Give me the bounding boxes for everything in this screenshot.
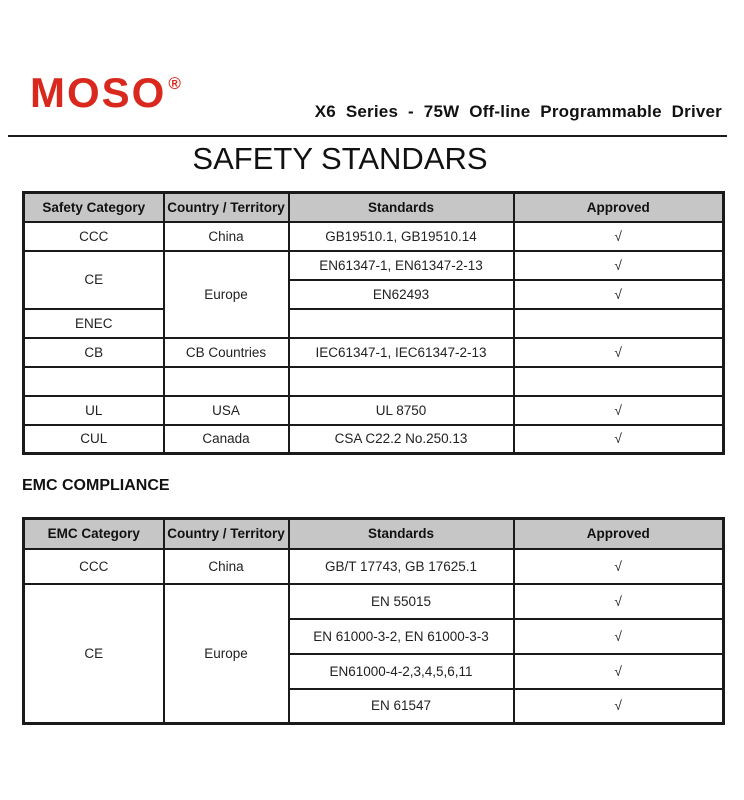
table-row-ccc	[24, 222, 724, 251]
cell-standards: EN 55015	[289, 584, 514, 619]
cell-standards: GB/T 17743, GB 17625.1	[289, 549, 514, 584]
check-icon: √	[514, 280, 724, 309]
cell-country: Canada	[164, 425, 289, 454]
cell-standards	[289, 367, 514, 396]
column-header-emc-category: EMC Category	[24, 519, 164, 549]
safety-table-header-row	[24, 193, 724, 222]
table-row-cul	[24, 425, 724, 454]
cell-standards: EN 61000-3-2, EN 61000-3-3	[289, 619, 514, 654]
table-row-ce-1	[24, 584, 724, 619]
header-divider-rule	[8, 135, 727, 137]
table-row-ccc	[24, 549, 724, 584]
cell-standards: UL 8750	[289, 396, 514, 425]
check-icon: √	[514, 654, 724, 689]
safety-standards-heading: SAFETY STANDARS	[192, 141, 488, 176]
cell-standards: EN62493	[289, 280, 514, 309]
cell-standards: GB19510.1, GB19510.14	[289, 222, 514, 251]
cell-country	[164, 367, 289, 396]
cell-country: CB Countries	[164, 338, 289, 367]
column-header-country-territory: Country / Territory	[164, 519, 289, 549]
cell-country: China	[164, 222, 289, 251]
table-row-empty	[24, 367, 724, 396]
column-header-standards: Standards	[289, 519, 514, 549]
cell-approved-empty	[514, 309, 724, 338]
cell-standards: EN 61547	[289, 689, 514, 724]
cell-country: Europe	[164, 251, 289, 338]
cell-category: CUL	[24, 425, 164, 454]
cell-category: CB	[24, 338, 164, 367]
emc-compliance-table	[22, 517, 725, 725]
cell-country: Europe	[164, 584, 289, 724]
column-header-standards: Standards	[289, 193, 514, 222]
check-icon: √	[514, 396, 724, 425]
column-header-approved: Approved	[514, 519, 724, 549]
moso-logo	[30, 69, 181, 116]
check-icon: √	[514, 425, 724, 454]
check-icon: √	[514, 222, 724, 251]
cell-category: CCC	[24, 549, 164, 584]
cell-category: ENEC	[24, 309, 164, 338]
moso-logo-text: MOSO	[30, 69, 167, 116]
cell-standards: CSA C22.2 No.250.13	[289, 425, 514, 454]
column-header-country-territory: Country / Territory	[164, 193, 289, 222]
safety-standards-table	[22, 191, 725, 455]
cell-standards: IEC61347-1, IEC61347-2-13	[289, 338, 514, 367]
cell-category: CE	[24, 251, 164, 309]
check-icon: √	[514, 549, 724, 584]
cell-standards	[289, 309, 514, 338]
cell-approved-empty	[514, 367, 724, 396]
table-row-cb	[24, 338, 724, 367]
cell-category: CCC	[24, 222, 164, 251]
table-row-ul	[24, 396, 724, 425]
cell-country: China	[164, 549, 289, 584]
cell-category: CE	[24, 584, 164, 724]
column-header-approved: Approved	[514, 193, 724, 222]
check-icon: √	[514, 251, 724, 280]
check-icon: √	[514, 584, 724, 619]
product-title: X6 Series - 75W Off-line Programmable Driver	[314, 102, 722, 121]
column-header-safety-category: Safety Category	[24, 193, 164, 222]
table-row-ce-1	[24, 251, 724, 280]
emc-table-header-row	[24, 519, 724, 549]
check-icon: √	[514, 689, 724, 724]
cell-standards: EN61000-4-2,3,4,5,6,11	[289, 654, 514, 689]
check-icon: √	[514, 338, 724, 367]
table-row-enec	[24, 309, 724, 338]
emc-compliance-heading: EMC COMPLIANCE	[22, 477, 170, 494]
cell-category: UL	[24, 396, 164, 425]
cell-standards: EN61347-1, EN61347-2-13	[289, 251, 514, 280]
registered-trademark: ®	[168, 74, 181, 93]
cell-country: USA	[164, 396, 289, 425]
cell-category	[24, 367, 164, 396]
check-icon: √	[514, 619, 724, 654]
